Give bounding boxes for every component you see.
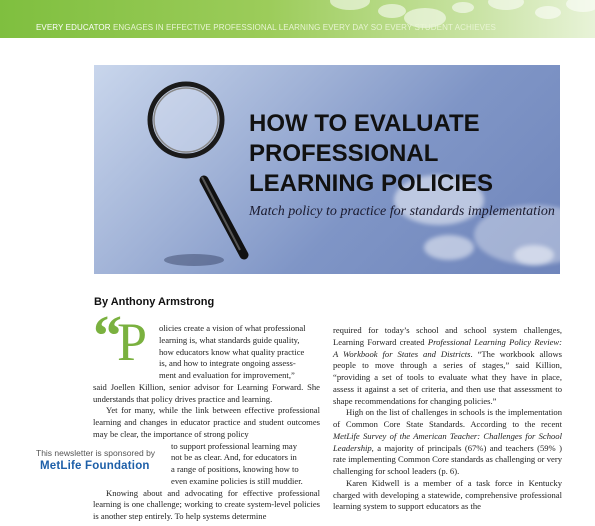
text-run: required for today’s school and school system challenges, Learning Forward created: [333, 325, 562, 347]
title-line: LEARNING POLICIES: [249, 170, 494, 197]
text-line: even examine policies is still muddier.: [171, 475, 303, 486]
publication-title: MetLife Survey of the American Teacher: Challenges for School Leadership: [333, 430, 562, 453]
text-line: a range of positions, knowing how to: [171, 464, 299, 474]
hero-image: [94, 65, 560, 274]
byline: By Anthony Armstrong: [94, 296, 215, 308]
paragraph: Yet for many, while the link between effective professional learning and changes in educator practice and student outcomes may be clear, the importance of strong policy: [93, 405, 320, 439]
text-line: how educators know what quality practice: [159, 346, 305, 357]
paragraph: [333, 325, 562, 407]
publication-title: Professional Learning Policy Review: A Workbook for States and Districts: [333, 336, 562, 359]
paragraph: Knowing about and advocating for effective professional learning is one challenge; working to create system-level policies is another step entirely. To help systems determine: [93, 487, 320, 521]
article-column-1: [93, 323, 320, 523]
text-run: High on the list of challenges in schools is the implementation of Common Core State Standards. According to the recent: [333, 407, 562, 429]
text-line: learning is, what standards guide quality,: [159, 334, 300, 345]
paragraph: said Joellen Killion, senior advisor for Learning Forward. She understands that policy drives practice and learning.: [93, 381, 320, 404]
article-column-2: [333, 325, 562, 513]
text-run: . “The workbook allows people to move through a series of stages,” said Killion, “providing a set of tools to evaluate what they have in place, assess it against a set of criteria, and then use that assessment to shape recommendations for changing policies.”: [333, 348, 562, 406]
drop-cap-quote: “: [93, 303, 122, 368]
header-banner: [0, 0, 595, 38]
banner-tagline-strong: EVERY EDUCATOR: [36, 23, 111, 32]
paragraph: [333, 407, 562, 478]
article-subtitle: Match policy to practice for standards implementation: [249, 204, 555, 219]
drop-cap-letter: P: [117, 312, 148, 372]
text-line: to support professional learning may: [171, 440, 298, 451]
paragraph: Karen Kidwell is a member of a task force in Kentucky charged with developing a statewide, comprehensive professional learning system to support educators as the: [333, 477, 562, 512]
sponsor-label: This newsletter is sponsored by: [36, 448, 156, 458]
sponsor-block: [36, 448, 155, 472]
text-line: olicies create a vision of what professional: [159, 323, 306, 333]
title-line: HOW TO EVALUATE: [249, 110, 480, 137]
metlife-foundation-logo: MetLife Foundation: [40, 460, 150, 472]
banner-tagline: [36, 23, 496, 32]
article-title: [249, 109, 493, 199]
text-line: not be as clear. And, for educators in: [171, 452, 297, 463]
text-run: , a majority of principals (67%) and teachers (59% ) rate implementing Common Core standards as challenging or very challenging for school leaders (p. 6).: [333, 442, 562, 476]
text-line: ment and evaluation for improvement,”: [159, 370, 295, 380]
title-line: PROFESSIONAL: [249, 140, 439, 167]
banner-tagline-rest: ENGAGES IN EFFECTIVE PROFESSIONAL LEARNING EVERY DAY SO EVERY STUDENT ACHIEVES: [112, 23, 496, 32]
text-line: is, and how to integrate ongoing assess-: [159, 358, 296, 369]
